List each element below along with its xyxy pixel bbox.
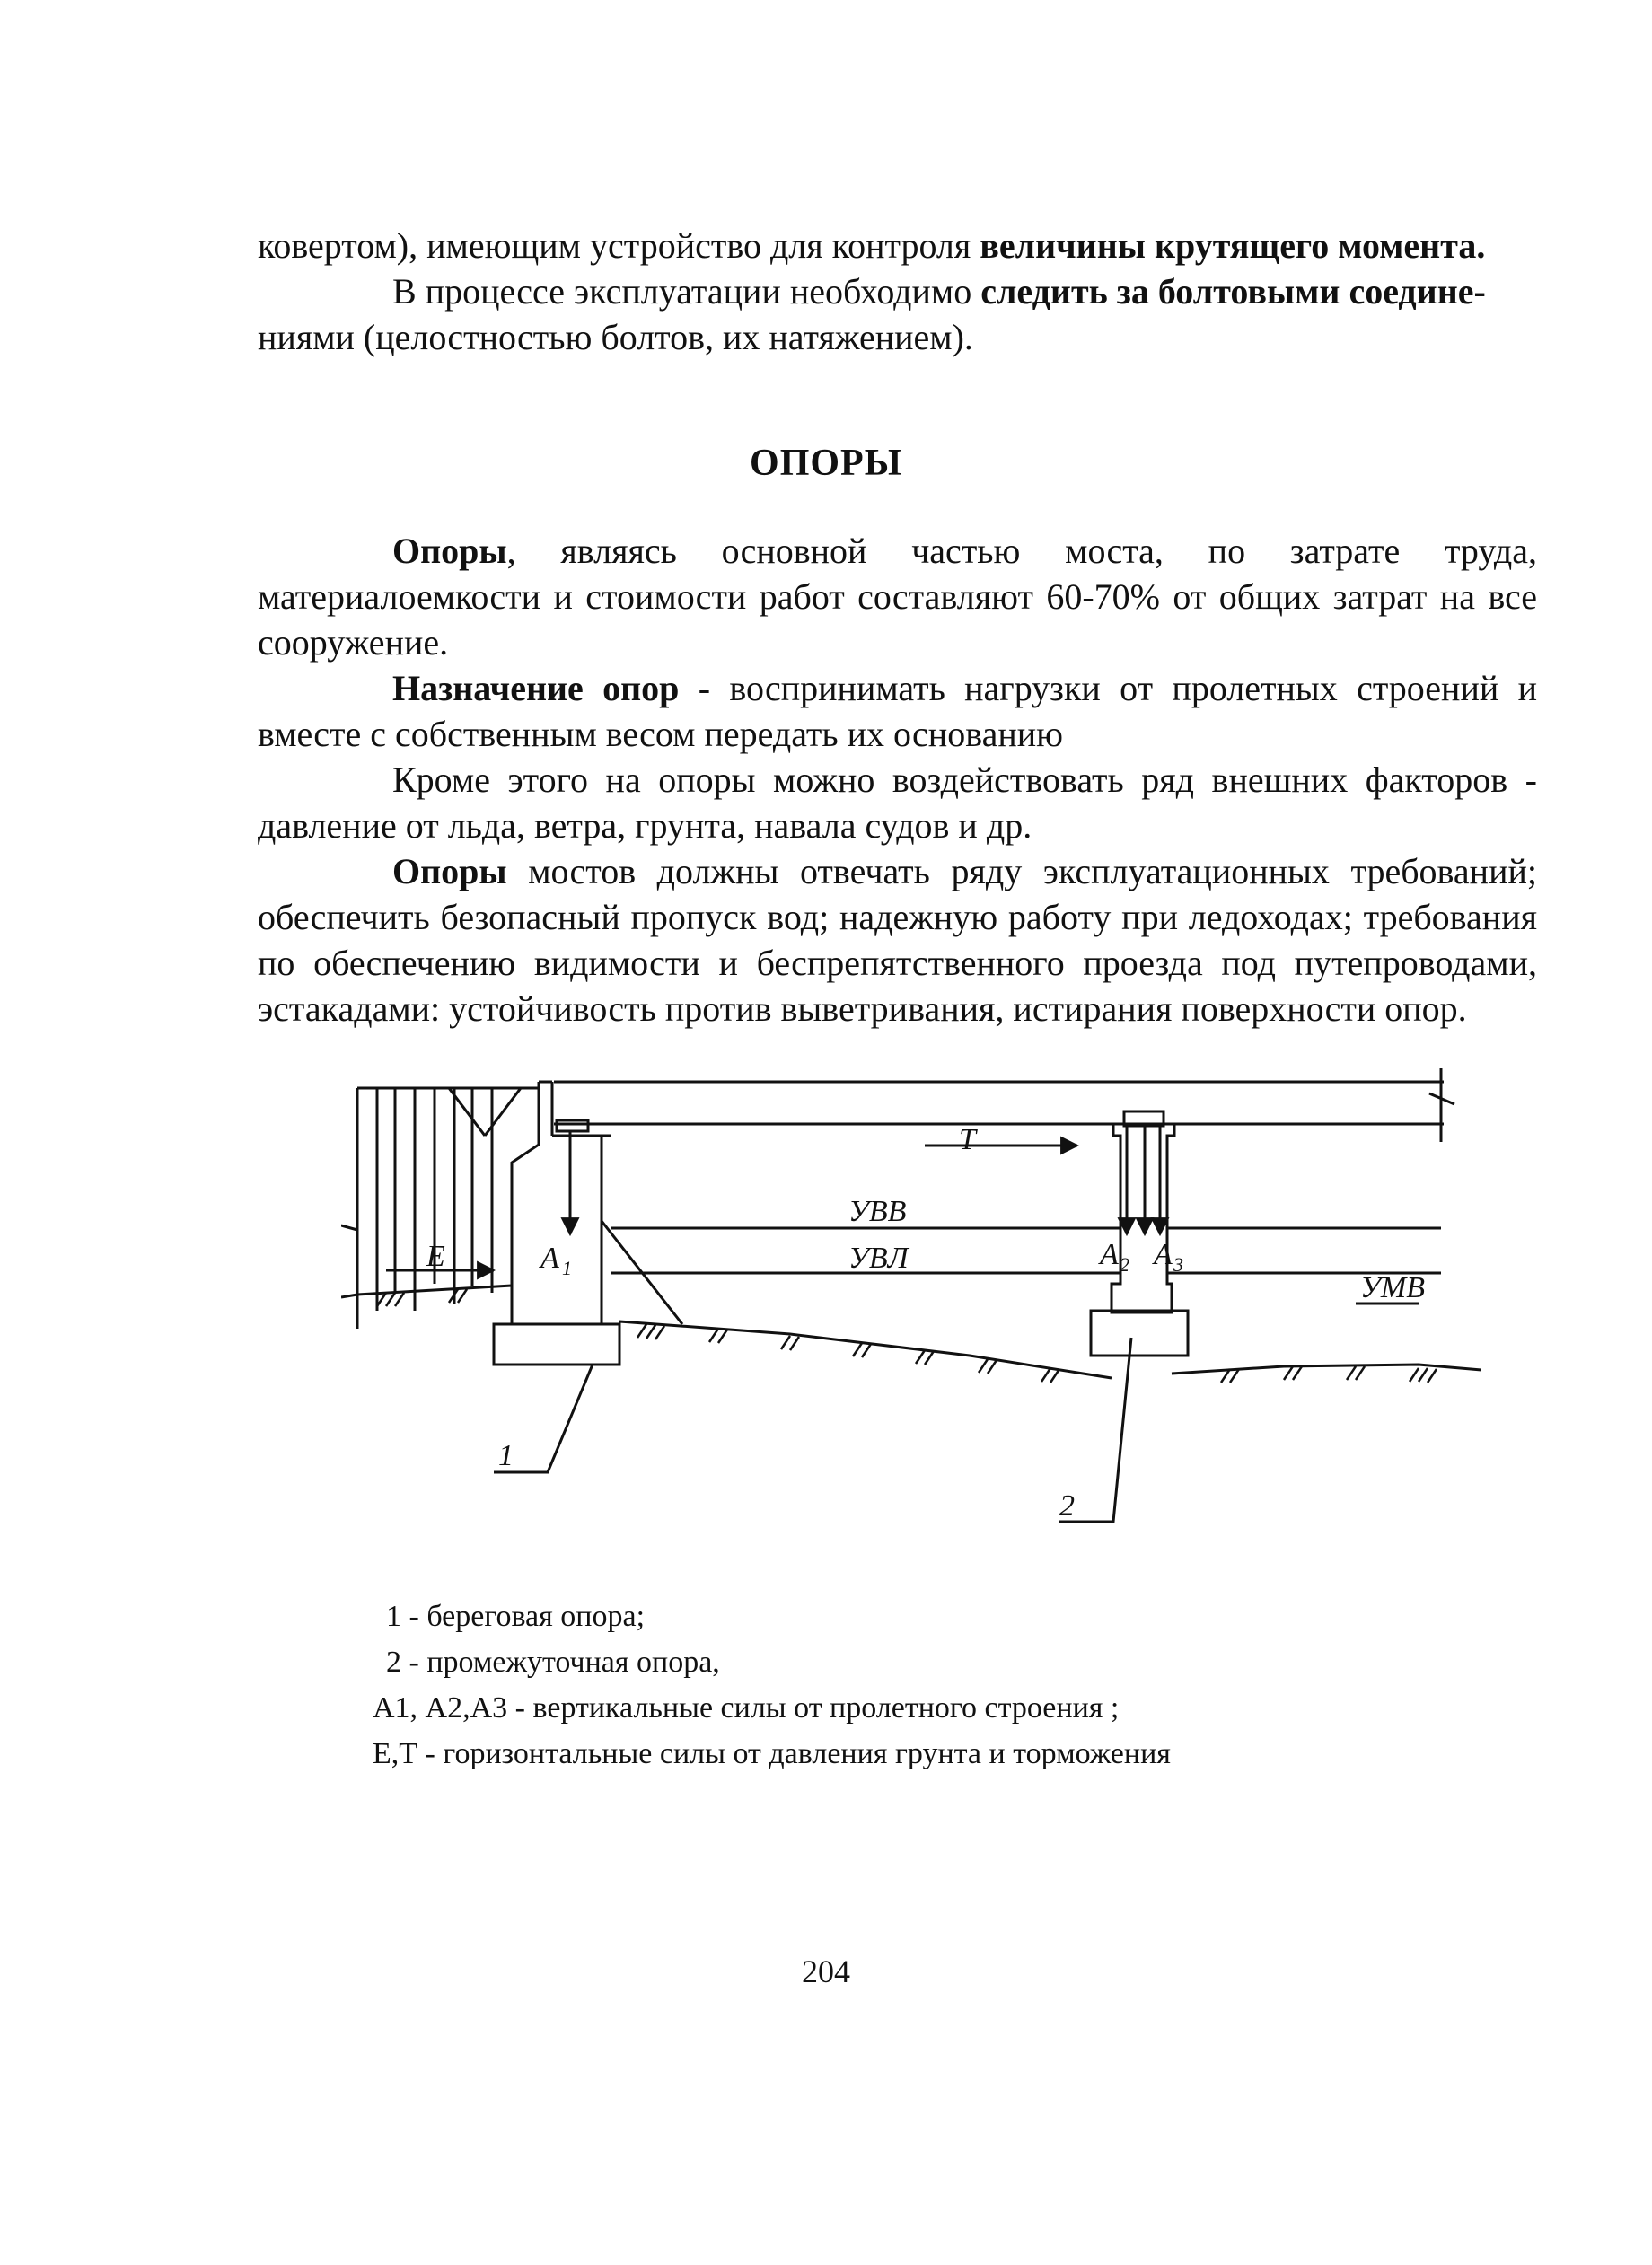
force-arrows (386, 1126, 1160, 1270)
intro-text: ковертом), имеющим устройство для контроля (258, 225, 980, 266)
figure-legend (0, 1593, 1171, 1777)
body-paragraphs (258, 528, 1537, 1032)
label-a3: A (1154, 1238, 1173, 1271)
legend-row (373, 1685, 1171, 1731)
legend-text: - вертикальные силы от пролетного строения ; (507, 1691, 1120, 1725)
pier-2 (1091, 1111, 1188, 1356)
intro-line-3 (258, 314, 1537, 360)
label-e: E (426, 1240, 445, 1273)
label-1: 1 (498, 1439, 514, 1472)
legend-key: 2 (386, 1646, 401, 1679)
paragraph-text: , являясь основной частью моста, по затрате труда, материалоемкости и стоимости работ составляют 60-70% от общих затрат на все сооружение. (258, 531, 1537, 663)
paragraph-text: Кроме этого на опоры можно воздействовать ряд внешних факторов - давление от льда, ветра, грунта, навала судов и др. (258, 759, 1537, 846)
paragraph (258, 665, 1537, 757)
intro-line-2 (258, 268, 1537, 314)
legend-key: 1 (386, 1600, 401, 1633)
label-a2: A (1100, 1238, 1119, 1271)
legend-row (386, 1639, 1171, 1685)
paragraph (258, 757, 1537, 848)
intro-bold-text: следить за болтовыми соедине- (980, 271, 1486, 312)
label-a3-sub: 3 (1173, 1253, 1183, 1276)
legend-text: - промежуточная опора, (401, 1646, 720, 1679)
page-number: 204 (802, 1953, 850, 1989)
span-structure (554, 1068, 1454, 1142)
legend-key: А1, А2,А3 (373, 1691, 508, 1725)
legend-row (373, 1731, 1171, 1777)
paragraph (258, 848, 1537, 1032)
label-umv: УМВ (1360, 1271, 1425, 1304)
paragraph-lead: Опоры (392, 851, 507, 891)
paragraph-lead: Опоры (392, 531, 507, 571)
legend-text: - береговая опора; (401, 1600, 646, 1633)
legend-text: - горизонтальные силы от давления грунта и торможения (417, 1737, 1171, 1770)
paragraph (258, 528, 1537, 665)
bridge-supports-diagram (341, 1068, 1481, 1571)
intro-text: В процессе эксплуатации необходимо (392, 271, 981, 312)
intro-line-1 (258, 223, 1537, 268)
section-heading: ОПОРЫ (750, 443, 902, 484)
paragraph-text: - воспринимать нагрузки от пролетных строений и вместе с собственным весом передать их основанию (258, 668, 1537, 754)
intro-bold-text: величины крутящего момента. (980, 225, 1486, 266)
paragraph-text: мостов должны отвечать ряду эксплуатационных требований; обеспечить безопасный пропуск вод; надежную работу при ледоходах; требования по обеспечению видимости и беспрепятственного проезда под путепроводами, эстакадами: устойчивость против выветривания, истирания поверхности опор. (258, 851, 1537, 1029)
legend-row (386, 1593, 1171, 1639)
water-levels (611, 1228, 1441, 1304)
label-a1: A (540, 1242, 559, 1275)
intro-paragraph (258, 223, 1537, 360)
label-t: T (959, 1123, 976, 1156)
legend-key: Е,Т (373, 1737, 418, 1770)
intro-text: ниями (целостностью болтов, их натяжением). (258, 317, 973, 357)
label-2: 2 (1059, 1489, 1075, 1523)
paragraph-lead: Назначение опор (392, 668, 680, 708)
label-uvv: УВВ (848, 1195, 907, 1228)
label-a2-sub: 2 (1120, 1253, 1129, 1276)
label-uvl: УВЛ (848, 1242, 909, 1275)
label-a1-sub: 1 (562, 1257, 572, 1279)
